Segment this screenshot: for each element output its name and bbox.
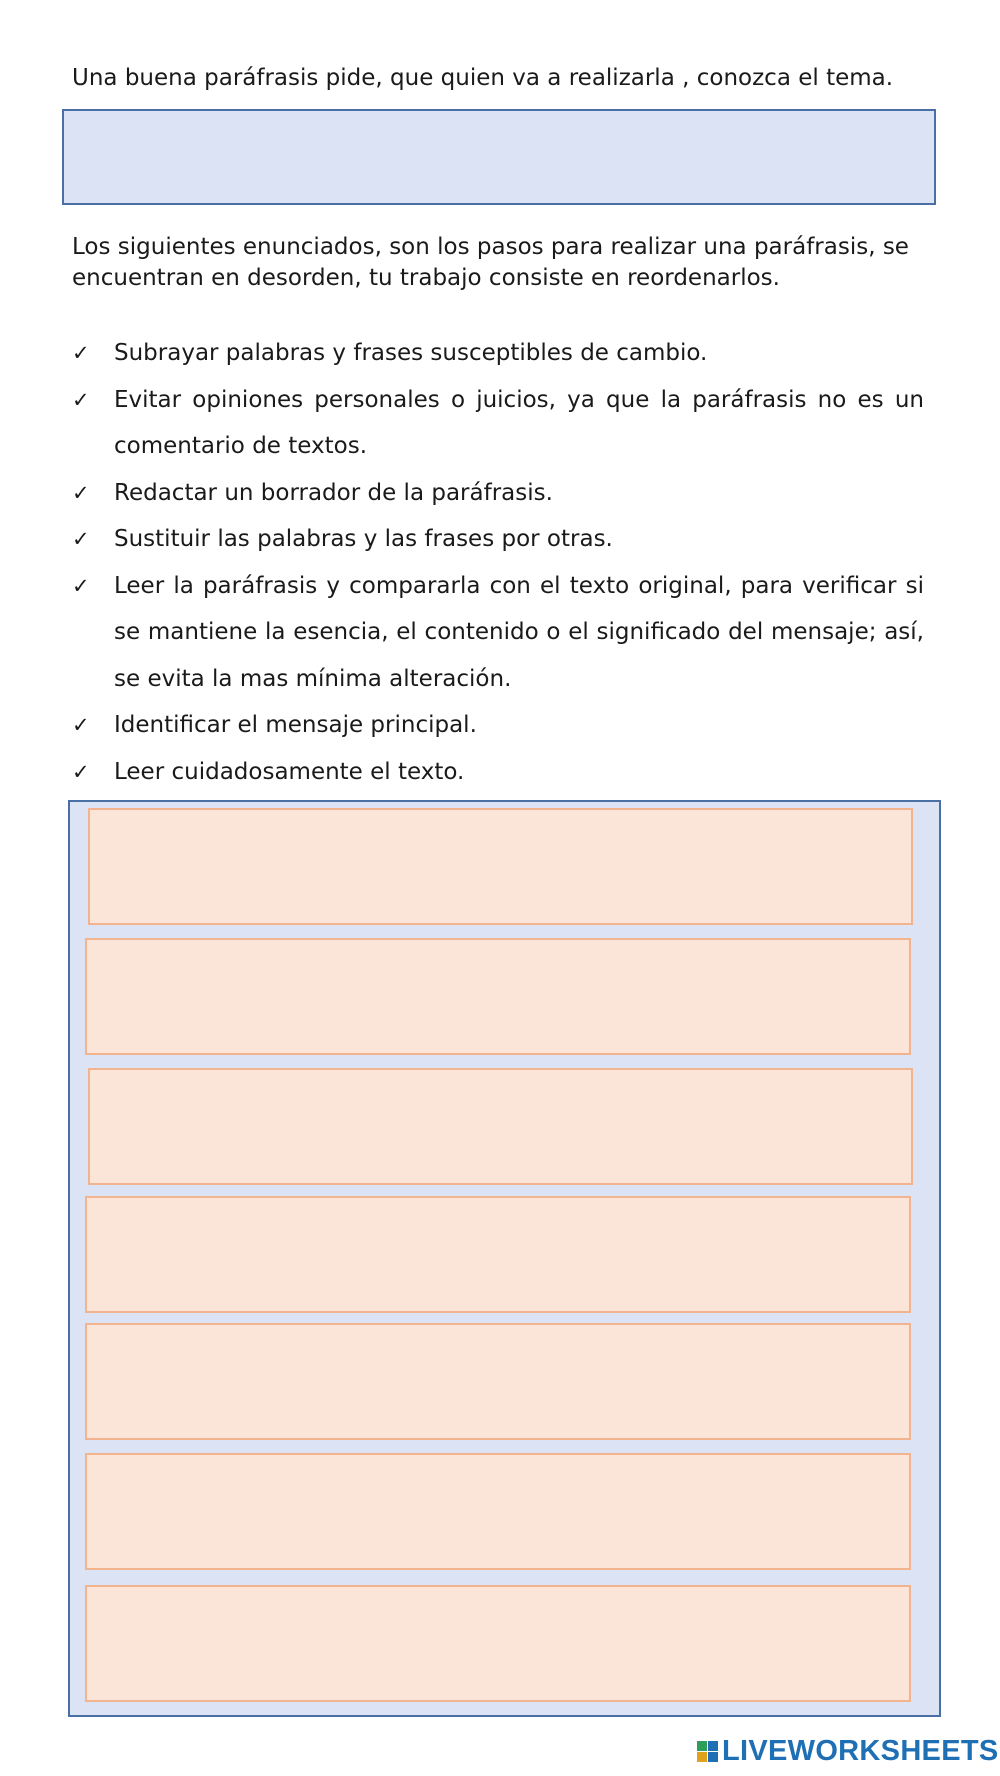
step-item[interactable] — [72, 749, 924, 796]
step-item[interactable] — [72, 377, 924, 470]
checkmark-icon: ✓ — [72, 527, 90, 551]
drop-slot-1[interactable] — [88, 808, 913, 925]
checkmark-icon: ✓ — [72, 341, 90, 365]
step-text: Evitar opiniones personales o juicios, ya que la paráfrasis no es un comentario de textos. — [114, 386, 924, 459]
checkmark-icon: ✓ — [72, 713, 90, 737]
liveworksheets-logo[interactable] — [697, 1735, 999, 1767]
checkmark-icon: ✓ — [72, 387, 90, 412]
step-text: Redactar un borrador de la paráfrasis. — [114, 479, 553, 506]
drop-slot-7[interactable] — [85, 1585, 911, 1702]
logo-mark-icon — [697, 1741, 718, 1762]
step-text: Leer la paráfrasis y compararla con el texto original, para verificar si se mantiene la esencia, el contenido o el significado del mensaje; así, se evita la mas mínima alteración. — [114, 572, 924, 692]
steps-list — [72, 330, 924, 795]
step-text: Sustituir las palabras y las frases por otras. — [114, 526, 613, 552]
drop-slot-3[interactable] — [88, 1068, 913, 1185]
step-text: Subrayar palabras y frases susceptibles de cambio. — [114, 340, 708, 366]
checkmark-icon: ✓ — [72, 573, 90, 598]
drop-slot-2[interactable] — [85, 938, 911, 1055]
step-item[interactable] — [72, 470, 924, 517]
instructions-text: Los siguientes enunciados, son los pasos para realizar una paráfrasis, se encuentran en desorden, tu trabajo consiste en reordenarlos. — [72, 234, 909, 291]
ordering-drop-area — [68, 800, 941, 1717]
answer-input-box[interactable] — [62, 109, 936, 205]
step-text: Identificar el mensaje principal. — [114, 712, 477, 738]
drop-slot-4[interactable] — [85, 1196, 911, 1313]
step-text: Leer cuidadosamente el texto. — [114, 758, 465, 785]
step-item[interactable] — [72, 516, 924, 563]
drop-slot-6[interactable] — [85, 1453, 911, 1570]
logo-text: LIVEWORKSHEETS — [722, 1734, 999, 1767]
step-item[interactable] — [72, 563, 924, 703]
intro-text: Una buena paráfrasis pide, que quien va a realizarla , conozca el tema. — [72, 65, 894, 91]
drop-slot-5[interactable] — [85, 1323, 911, 1440]
checkmark-icon: ✓ — [72, 759, 90, 784]
step-item[interactable] — [72, 330, 924, 377]
checkmark-icon: ✓ — [72, 480, 90, 505]
step-item[interactable] — [72, 702, 924, 749]
